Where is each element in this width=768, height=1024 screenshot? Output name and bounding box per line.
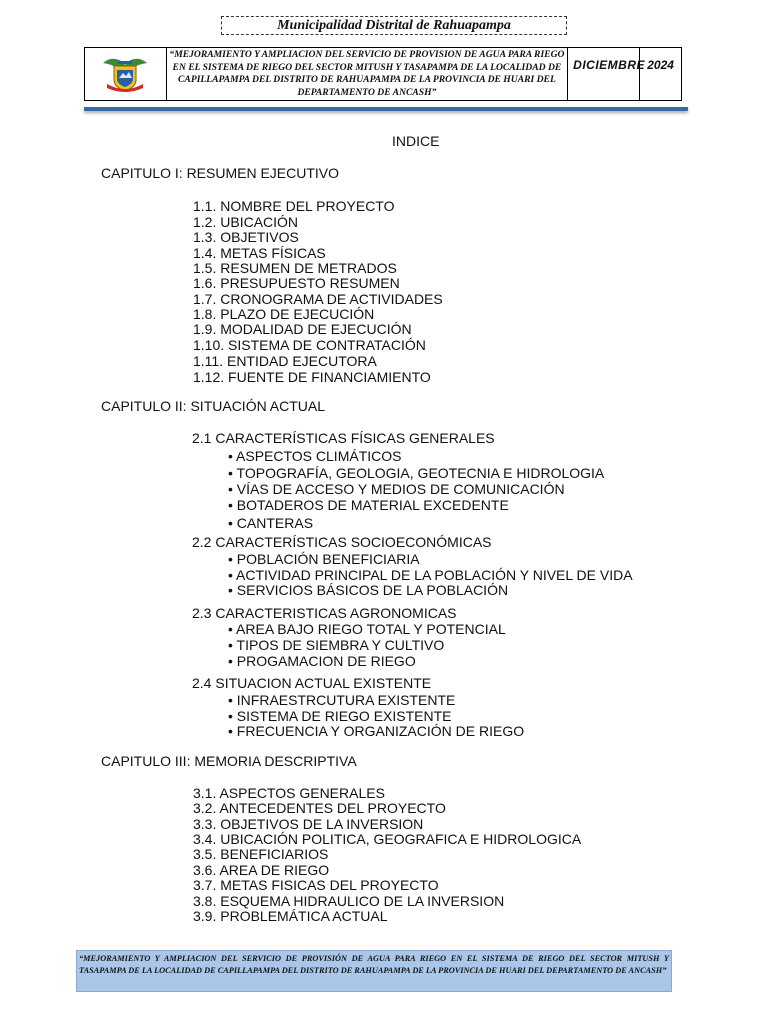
list-item: • TIPOS DE SIEMBRA Y CULTIVO (228, 637, 445, 653)
list-item: 3.4. UBICACIÓN POLITICA, GEOGRAFICA E HIDROLOGICA (193, 830, 582, 847)
header-divider (84, 107, 688, 111)
list-item: • POBLACIÓN BENEFICIARIA (228, 550, 420, 567)
list-item: • ACTIVIDAD PRINCIPAL DE LA POBLACIÓN Y NIVEL DE VIDA (228, 566, 633, 583)
list-item: • TOPOGRAFÍA, GEOLOGIA, GEOTECNIA E HIDROLOGIA (228, 464, 605, 481)
list-item: 3.7. METAS FISICAS DEL PROYECTO (193, 877, 439, 893)
list-item: 1.7. CRONOGRAMA DE ACTIVIDADES (193, 290, 443, 307)
list-item: • AREA BAJO RIEGO TOTAL Y POTENCIAL (228, 621, 506, 637)
list-item: 1.10. SISTEMA DE CONTRATACIÓN (193, 337, 426, 353)
list-item: • SERVICIOS BÁSICOS DE LA POBLACIÓN (228, 582, 509, 598)
municipal-crest-icon (99, 54, 151, 94)
list-item: 3.8. ESQUEMA HIDRAULICO DE LA INVERSION (193, 892, 505, 909)
list-item: • CANTERAS (228, 515, 314, 531)
list-item: • ASPECTOS CLIMÁTICOS (228, 447, 402, 464)
list-item: 1.2. UBICACIÓN (193, 213, 299, 230)
index-title: INDICE (392, 133, 440, 149)
list-item: 1.6. PRESUPUESTO RESUMEN (193, 275, 400, 291)
section-heading: 2.4 SITUACION ACTUAL EXISTENTE (192, 675, 432, 691)
list-item: 3.5. BENEFICIARIOS (193, 846, 329, 862)
logo-cell (85, 48, 167, 100)
list-item: 1.3. OBJETIVOS (193, 229, 299, 245)
list-item: 1.11. ENTIDAD EJECUTORA (193, 352, 377, 369)
list-item: 1.9. MODALIDAD DE EJECUCIÓN (193, 321, 412, 337)
list-item: • FRECUENCIA Y ORGANIZACIÓN DE RIEGO (228, 723, 525, 739)
header-year: 2024 (647, 58, 674, 72)
list-item: 3.6. AREA DE RIEGO (193, 861, 330, 878)
section-heading: 2.1 CARACTERÍSTICAS FÍSICAS GENERALES (192, 430, 495, 446)
municipality-name: Municipalidad Distrital de Rahuapampa (221, 16, 567, 35)
footer-banner: “MEJORAMIENTO Y AMPLIACION DEL SERVICIO DE PROVISIÓN DE AGUA PARA RIEGO EN EL SISTEMA DE RIEGO DEL SECTOR MITUSH Y TASAPAMPA DE LA LOCALIDAD DE CAPILLAPAMPA DEL DISTRITO DE RAHUAPAMPA DE LA PROVINCIA DE HUARI DEL DEPARTAMENTO DE ANCASH” (76, 950, 672, 992)
chapter-3-heading: CAPITULO III: MEMORIA DESCRIPTIVA (101, 753, 357, 769)
section-heading: 2.3 CARACTERISTICAS AGRONOMICAS (192, 604, 457, 621)
list-item: 1.1. NOMBRE DEL PROYECTO (193, 198, 395, 214)
header-month: DICIEMBRE (568, 48, 640, 100)
list-item: 1.12. FUENTE DE FINANCIAMIENTO (193, 368, 431, 385)
list-item: 1.5. RESUMEN DE METRADOS (193, 259, 397, 276)
chapter-2-heading: CAPITULO II: SITUACIÓN ACTUAL (101, 398, 326, 414)
list-item: • BOTADEROS DE MATERIAL EXCEDENTE (228, 496, 509, 513)
list-item: • SISTEMA DE RIEGO EXISTENTE (228, 707, 452, 724)
chapter-1-heading: CAPITULO I: RESUMEN EJECUTIVO (101, 165, 340, 181)
list-item: • PROGAMACION DE RIEGO (228, 652, 416, 669)
list-item: 3.9. PROBLEMÁTICA ACTUAL (193, 907, 388, 924)
list-item: • VÍAS DE ACCESO Y MEDIOS DE COMUNICACIÓN (228, 480, 565, 497)
list-item: 1.8. PLAZO DE EJECUCIÓN (193, 306, 375, 322)
list-item: • INFRAESTRCUTURA EXISTENTE (228, 691, 456, 708)
list-item: 3.1. ASPECTOS GENERALES (193, 784, 385, 801)
list-item: 3.3. OBJETIVOS DE LA INVERSION (193, 815, 424, 832)
project-title: “MEJORAMIENTO Y AMPLIACION DEL SERVICIO DE PROVISION DE AGUA PARA RIEGO EN EL SISTEMA DE RIEGO DEL SECTOR MITUSH Y TASAPAMPA DE LA LOCALIDAD DE CAPILLAPAMPA DEL DISTRITO DE RAHUAPAMPA DE LA PROVINCIA DE HUARI DEL DEPARTAMENTO DE ANCASH” (167, 48, 568, 100)
list-item: 3.2. ANTECEDENTES DEL PROYECTO (193, 800, 446, 816)
header-table (84, 47, 682, 101)
section-heading: 2.2 CARACTERÍSTICAS SOCIOECONÓMICAS (192, 534, 492, 550)
list-item: 1.4. METAS FÍSICAS (193, 244, 326, 261)
